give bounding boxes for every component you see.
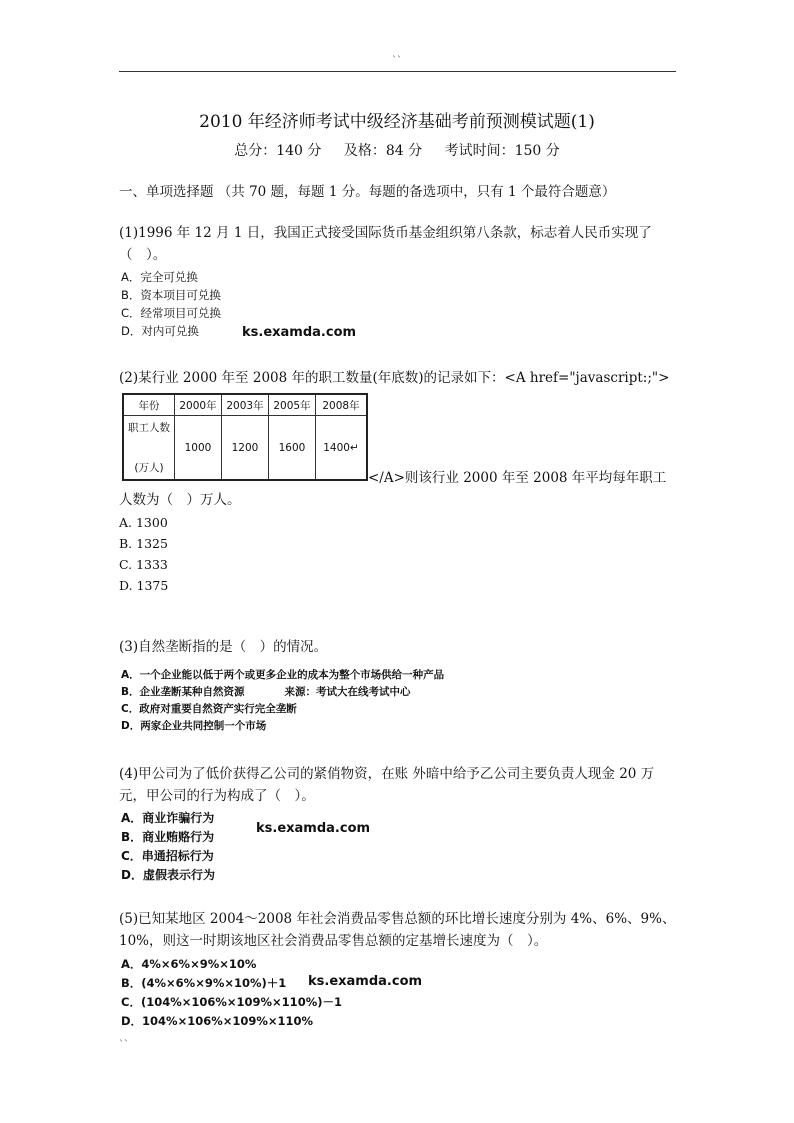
table-header-cell: 年份: [123, 394, 175, 416]
option-a: A．商业诈骗行为: [121, 811, 215, 825]
exam-time: 考试时间：150 分: [444, 143, 560, 159]
page-header-mark: ``: [392, 56, 402, 67]
question-2-stem-intro: (2)某行业 2000 年至 2008 年的职工数量(年底数)的记录如下：<A href="javascript:;">: [119, 370, 670, 386]
header-rule: [119, 71, 676, 72]
table-header-cell: 2005年: [269, 394, 316, 416]
table-cell: 1000: [175, 416, 222, 481]
option-d: D．两家企业共同控制一个市场: [121, 720, 267, 732]
option-d: D．104%×106%×109%×110%: [121, 1014, 314, 1028]
option-a: A．完全可兑换: [121, 270, 198, 284]
option-c: C．串通招标行为: [121, 849, 214, 863]
option-b: B．企业垄断某种自然资源 来源：考试大在线考试中心: [121, 686, 411, 698]
question-2-stem-tail: </A>则该行业 2000 年至 2008 年平均每年职工人数为（ ）万人。: [119, 470, 667, 508]
option-d: D．虚假表示行为: [121, 868, 215, 882]
question-3-options: [121, 667, 444, 735]
option-d: D. 1375: [119, 578, 169, 593]
row-label-bottom: (万人): [134, 462, 164, 474]
question-1-options: [121, 268, 221, 340]
option-b: B．(4%×6%×9%×10%)＋1: [121, 976, 287, 990]
question-2-options: [119, 512, 168, 596]
option-a: A．4%×6%×9%×10%: [121, 957, 257, 971]
table-header-cell: 2003年: [222, 394, 269, 416]
question-3-stem: (3)自然垄断指的是（ ）的情况。: [119, 639, 328, 655]
page-title: 2010 年经济师考试中级经济基础考前预测模试题(1): [199, 112, 595, 132]
option-b: B．资本项目可兑换: [121, 288, 221, 302]
watermark-text: ks.examda.com: [242, 325, 357, 340]
watermark-text: ks.examda.com: [256, 821, 371, 836]
question-1-stem: (1)1996 年 12 月 1 日，我国正式接受国际货币基金组织第八条款，标志着人民币实现了（ ）。: [119, 225, 652, 263]
row-label-top: 职工人数: [128, 422, 170, 434]
watermark-text: ks.examda.com: [308, 974, 423, 989]
question-4-stem: (4)甲公司为了低价获得乙公司的紧俏物资，在账 外暗中给予乙公司主要负责人现金 20 万元，甲公司的行为构成了（ ）。: [119, 766, 655, 804]
page-footer-mark: ``: [119, 1040, 129, 1051]
table-header-cell: 2008年: [316, 394, 368, 416]
question-4-options: [121, 809, 215, 885]
exam-meta: [0, 140, 794, 160]
option-a: A．一个企业能以低于两个或更多企业的成本为整个市场供给一种产品: [121, 669, 445, 681]
table-cell: 1200: [222, 416, 269, 481]
option-c: C．(104%×106%×109%×110%)－1: [121, 995, 342, 1009]
option-c: C. 1333: [119, 557, 168, 572]
option-a: A. 1300: [119, 515, 168, 530]
pass-score: 及格：84 分: [343, 143, 423, 159]
table-cell: 1600: [269, 416, 316, 481]
option-c: C．经常项目可兑换: [121, 306, 222, 320]
option-b: B．商业贿赂行为: [121, 830, 215, 844]
question-5-options: [121, 955, 342, 1031]
question-5-stem: (5)已知某地区 2004～2008 年社会消费品零售总额的环比增长速度分别为 4%、6%、9%、10%，则这一时期该地区社会消费品零售总额的定基增长速度为（ ）。: [119, 911, 676, 949]
source-note: 来源：考试大在线考试中心: [284, 686, 411, 698]
total-score: 总分：140 分: [234, 143, 322, 159]
table-header-cell: 2000年: [175, 394, 222, 416]
option-c: C．政府对重要自然资产实行完全垄断: [121, 703, 297, 715]
option-b: B. 1325: [119, 536, 168, 551]
table-cell: 1400↵: [316, 416, 368, 481]
section-heading: 一、单项选择题 （共 70 题，每题 1 分。每题的备选项中，只有 1 个最符合题意）: [119, 184, 616, 200]
option-d: D．对内可兑换: [121, 324, 199, 338]
table-header-row: [123, 394, 367, 416]
